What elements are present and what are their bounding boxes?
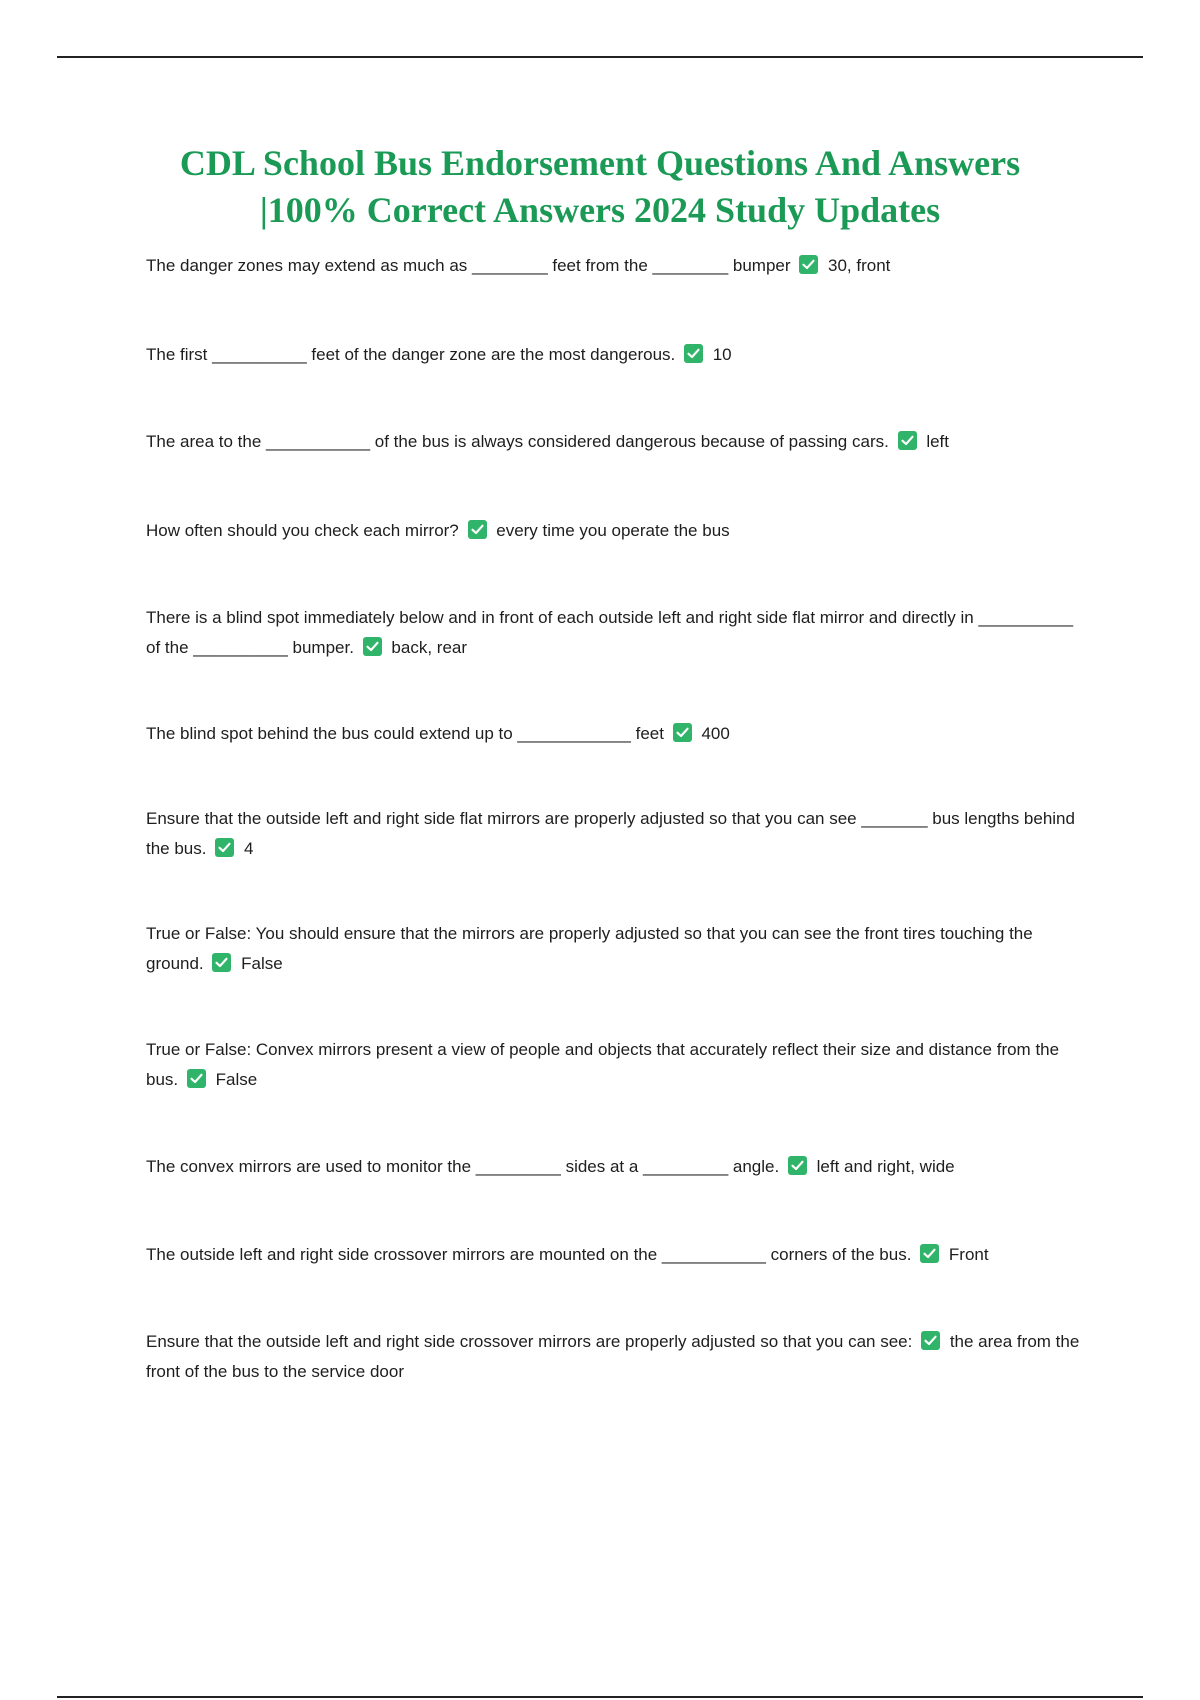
checkmark-box-icon [215, 838, 234, 857]
answer-text: 30, front [828, 256, 891, 275]
checkmark-box-icon [187, 1069, 206, 1088]
answer-text: Front [948, 1245, 989, 1264]
question-text: The outside left and right side crossover mirrors are mounted on the ___________ corners of the bus. [146, 1245, 912, 1264]
answer-text: left [926, 432, 949, 451]
title-line-2: |100% Correct Answers 2024 Study Updates [259, 190, 941, 230]
question-text: The area to the ___________ of the bus is always considered dangerous because of passing cars. [146, 432, 889, 451]
answer-text: False [215, 1070, 258, 1089]
checkmark-box-icon [684, 344, 703, 363]
checkmark-box-icon [212, 953, 231, 972]
checkmark-box-icon [468, 520, 487, 539]
qa-item [146, 719, 1086, 749]
checkmark-box-icon [799, 255, 818, 274]
question-text: The danger zones may extend as much as ________ feet from the ________ bumper [146, 256, 791, 275]
title-line-1: CDL School Bus Endorsement Questions And Answers [179, 143, 1021, 183]
qa-item [146, 1327, 1086, 1387]
question-text: The convex mirrors are used to monitor the _________ sides at a _________ angle. [146, 1157, 780, 1176]
qa-item [146, 1152, 1086, 1182]
question-text: Ensure that the outside left and right side flat mirrors are properly adjusted so that you can see _______ bus lengths behind the bus. [146, 809, 1075, 858]
qa-item [146, 804, 1086, 864]
answer-text: 400 [701, 724, 730, 743]
document-title [120, 140, 1080, 234]
question-text: True or False: You should ensure that the mirrors are properly adjusted so that you can see the front tires touching the ground. [146, 924, 1033, 973]
answer-text: 4 [243, 839, 254, 858]
question-text: The blind spot behind the bus could extend up to ____________ feet [146, 724, 664, 743]
checkmark-box-icon [363, 637, 382, 656]
bottom-rule [57, 1696, 1143, 1698]
checkmark-box-icon [898, 431, 917, 450]
qa-item [146, 516, 1086, 546]
checkmark-box-icon [920, 1244, 939, 1263]
top-rule [57, 56, 1143, 58]
checkmark-box-icon [673, 723, 692, 742]
question-text: There is a blind spot immediately below and in front of each outside left and right side flat mirror and directly in __________ of the __________ bumper. [146, 608, 1074, 657]
qa-item [146, 919, 1086, 979]
answer-text: left and right, wide [816, 1157, 955, 1176]
answer-text: 10 [712, 345, 732, 364]
question-text: Ensure that the outside left and right side crossover mirrors are properly adjusted so that you can see: [146, 1332, 913, 1351]
qa-item [146, 1035, 1086, 1095]
question-text: How often should you check each mirror? [146, 521, 459, 540]
qa-item [146, 251, 1086, 281]
qa-item [146, 340, 1086, 370]
answer-text: the area from the front of the bus to the service door [146, 1332, 1080, 1381]
qa-item [146, 1240, 1086, 1270]
answer-text: every time you operate the bus [496, 521, 730, 540]
qa-item [146, 603, 1086, 663]
qa-item [146, 427, 1086, 457]
checkmark-box-icon [788, 1156, 807, 1175]
answer-text: back, rear [391, 638, 468, 657]
question-text: The first __________ feet of the danger zone are the most dangerous. [146, 345, 676, 364]
question-text: True or False: Convex mirrors present a view of people and objects that accurately reflect their size and distance from the bus. [146, 1040, 1060, 1089]
answer-text: False [241, 954, 283, 973]
checkmark-box-icon [921, 1331, 940, 1350]
